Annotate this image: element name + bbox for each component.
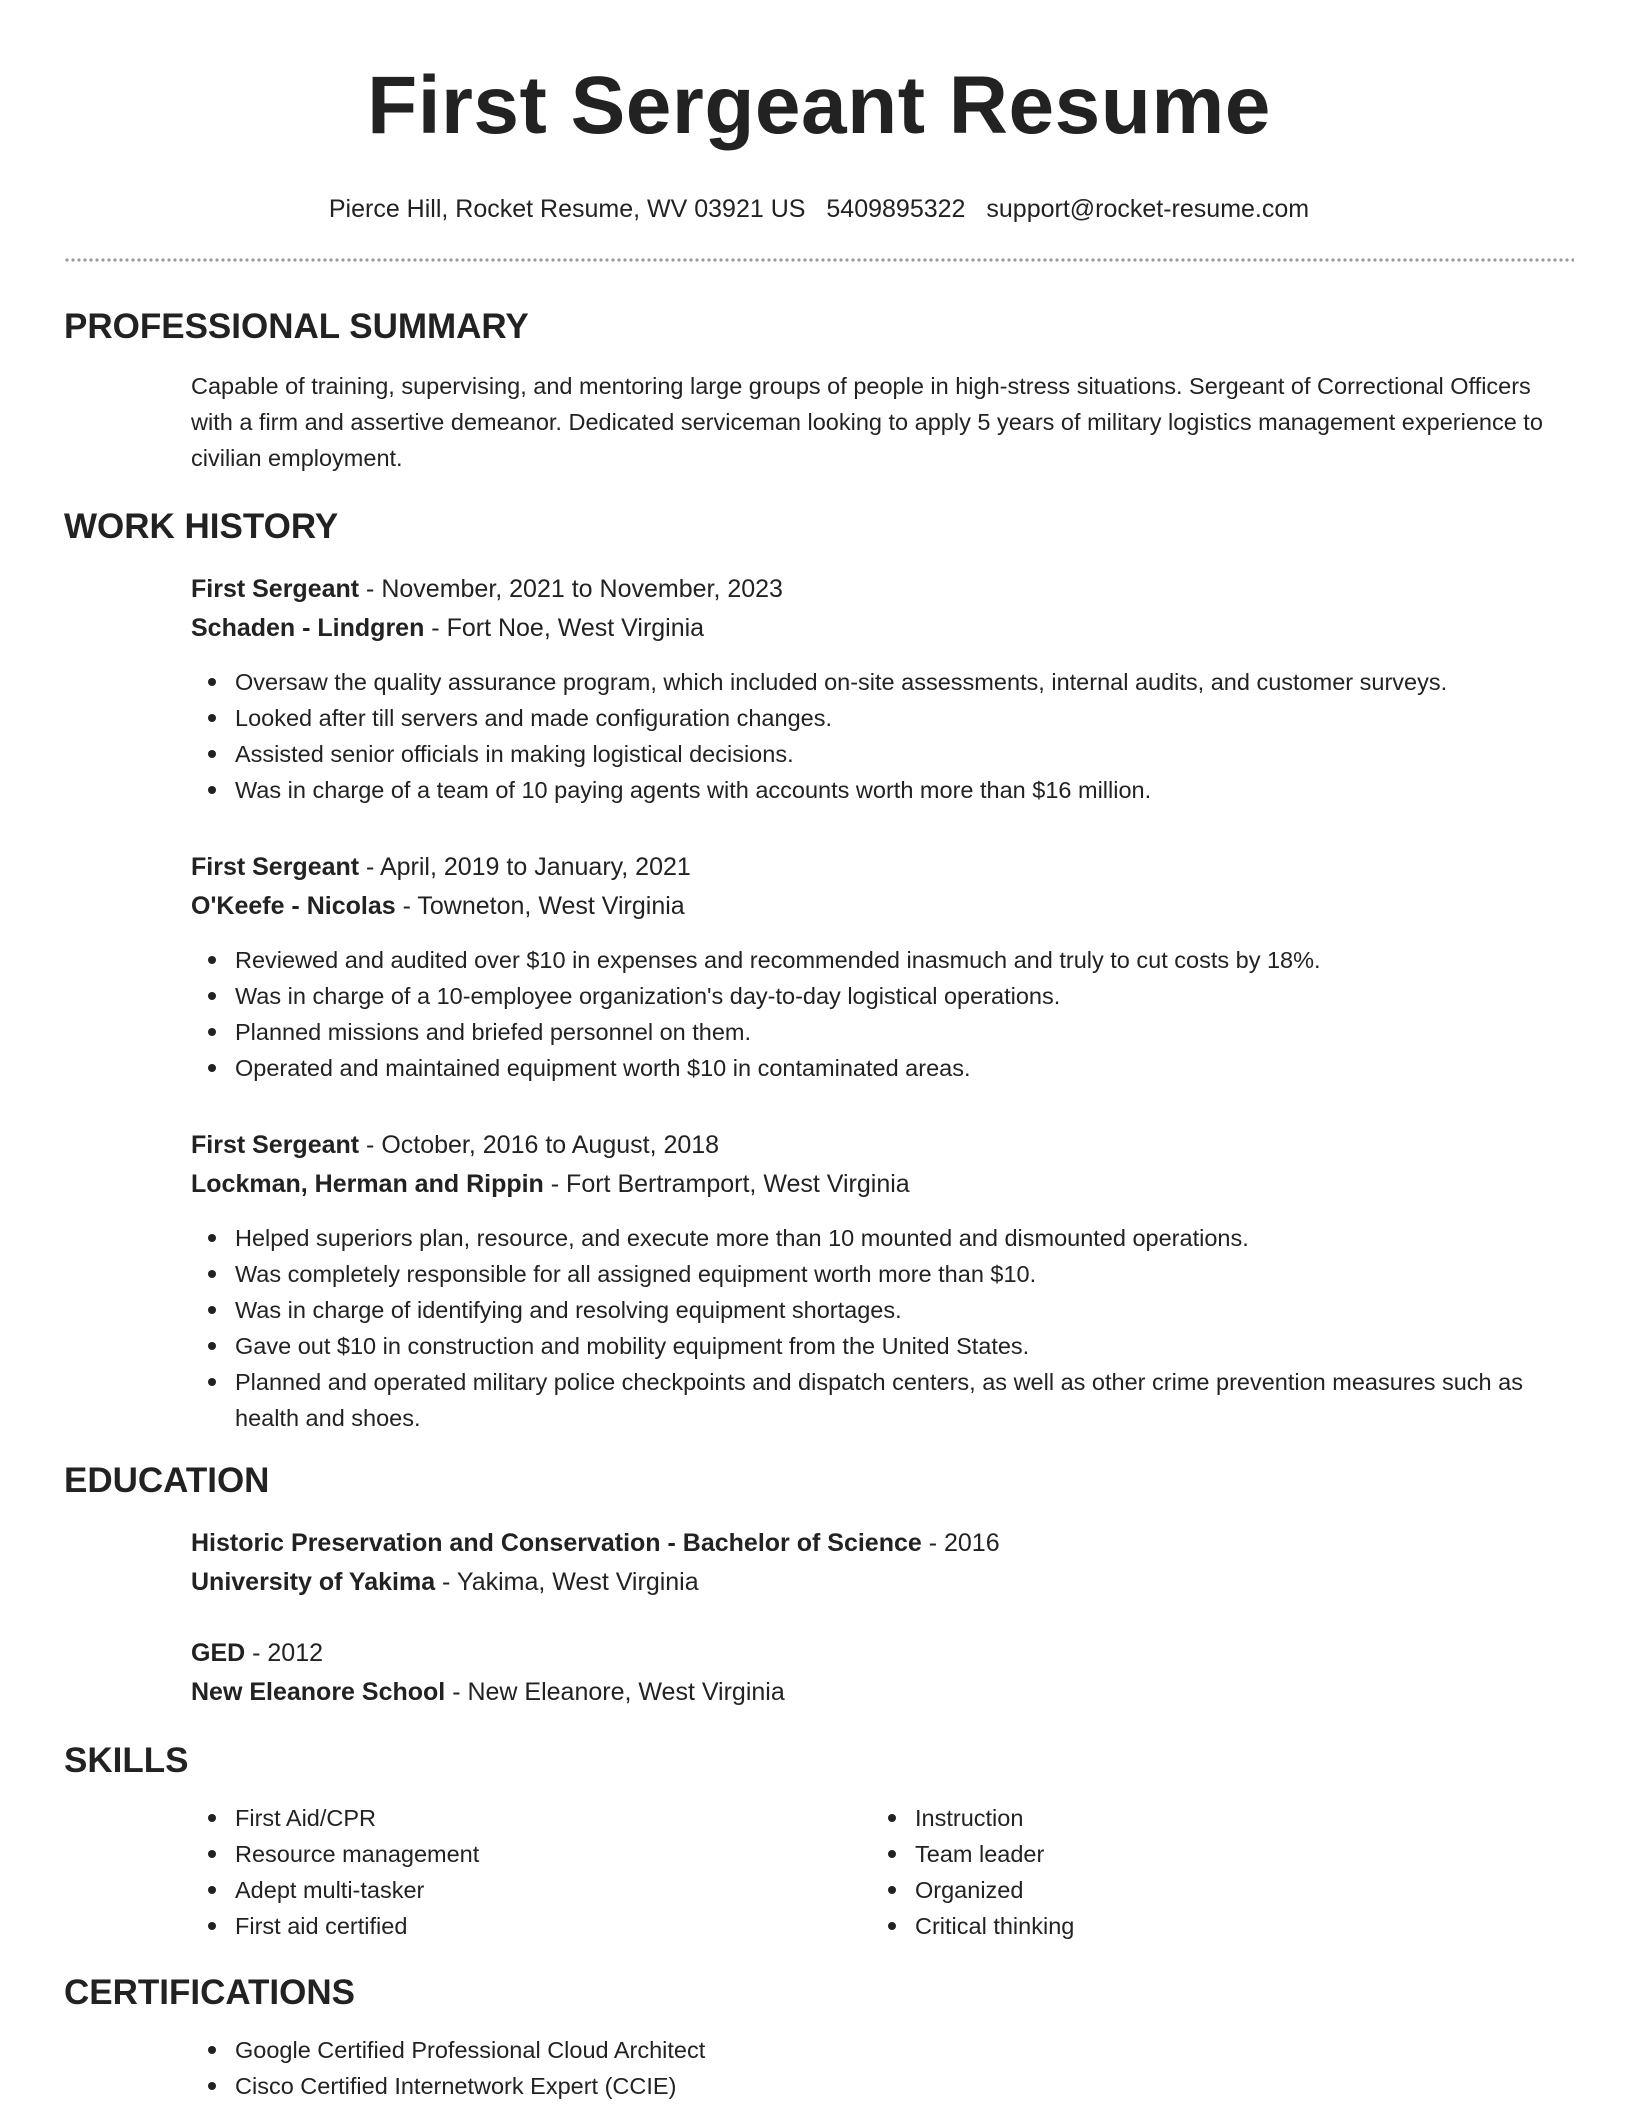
job-company: Lockman, Herman and Rippin <box>191 1170 544 1198</box>
education-school-line <box>191 1673 1574 1712</box>
certifications-heading: CERTIFICATIONS <box>64 1973 356 2012</box>
job-entry <box>191 570 1574 808</box>
list-item: Instruction <box>871 1800 1551 1836</box>
job-title-line <box>191 1126 1574 1165</box>
list-item: Assisted senior officials in making logistical decisions. <box>191 736 1574 772</box>
job-title-line <box>191 848 1574 887</box>
job-bullets <box>191 942 1574 1086</box>
education-heading: EDUCATION <box>64 1461 270 1500</box>
education-school: New Eleanore School <box>191 1678 446 1706</box>
education-entry <box>191 1634 1574 1712</box>
list-item: Looked after till servers and made configuration changes. <box>191 700 1574 736</box>
list-item: Helped superiors plan, resource, and execute more than 10 mounted and dismounted operations. <box>191 1220 1574 1256</box>
resume-page <box>64 0 1574 2104</box>
job-title-line <box>191 570 1574 609</box>
education-school-line <box>191 1563 1574 1602</box>
job-dates: - April, 2019 to January, 2021 <box>359 853 691 881</box>
job-location: - Towneton, West Virginia <box>395 892 685 920</box>
list-item: Was in charge of a team of 10 paying agents with accounts worth more than $16 million. <box>191 772 1574 808</box>
list-item: Oversaw the quality assurance program, which included on-site assessments, internal audits, and customer surveys. <box>191 664 1574 700</box>
list-item: Was in charge of a 10-employee organization's day-to-day logistical operations. <box>191 978 1574 1014</box>
skills-columns <box>191 1800 1574 1944</box>
job-entry <box>191 848 1574 1086</box>
work-history-list <box>191 570 1574 1436</box>
job-company: O'Keefe - Nicolas <box>191 892 396 920</box>
summary-heading: PROFESSIONAL SUMMARY <box>64 307 529 346</box>
job-location: - Fort Noe, West Virginia <box>424 614 705 642</box>
job-title: First Sergeant <box>191 1131 360 1159</box>
contact-line <box>64 194 1574 224</box>
education-degree: Historic Preservation and Conservation - Bachelor of Science <box>191 1529 922 1557</box>
job-company: Schaden - Lindgren <box>191 614 425 642</box>
job-company-line <box>191 1165 1574 1204</box>
list-item: Was in charge of identifying and resolving equipment shortages. <box>191 1292 1574 1328</box>
education-degree-line <box>191 1524 1574 1563</box>
education-school: University of Yakima <box>191 1568 436 1596</box>
job-bullets <box>191 664 1574 808</box>
list-item: Reviewed and audited over $10 in expenses and recommended inasmuch and truly to cut costs by 18%. <box>191 942 1574 978</box>
dotted-divider <box>64 258 1574 262</box>
page-title: First Sergeant Resume <box>367 60 1271 151</box>
list-item: Resource management <box>191 1836 871 1872</box>
education-location: - New Eleanore, West Virginia <box>445 1678 785 1706</box>
skills-right-column <box>871 1800 1551 1944</box>
education-degree-line <box>191 1634 1574 1673</box>
work-history-heading: WORK HISTORY <box>64 507 339 546</box>
job-company-line <box>191 609 1574 648</box>
list-item: Gave out $10 in construction and mobility equipment from the United States. <box>191 1328 1574 1364</box>
education-degree: GED <box>191 1639 246 1667</box>
education-location: - Yakima, West Virginia <box>435 1568 699 1596</box>
education-year: - 2012 <box>245 1639 324 1667</box>
list-item: Cisco Certified Internetwork Expert (CCIE) <box>191 2068 1574 2104</box>
list-item: Planned and operated military police checkpoints and dispatch centers, as well as other crime prevention measures such as health and shoes. <box>191 1364 1574 1436</box>
education-list <box>191 1524 1574 1712</box>
certifications-list <box>191 2032 1574 2104</box>
job-title: First Sergeant <box>191 853 360 881</box>
list-item: Organized <box>871 1872 1551 1908</box>
list-item: Operated and maintained equipment worth $10 in contaminated areas. <box>191 1050 1574 1086</box>
list-item: Was completely responsible for all assigned equipment worth more than $10. <box>191 1256 1574 1292</box>
job-dates: - November, 2021 to November, 2023 <box>359 575 783 603</box>
list-item: Google Certified Professional Cloud Architect <box>191 2032 1574 2068</box>
contact-email: support@rocket-resume.com <box>986 195 1310 223</box>
job-company-line <box>191 887 1574 926</box>
summary-text: Capable of training, supervising, and mentoring large groups of people in high-stress situations. Sergeant of Correctional Officers with a firm and assertive demeanor. Dedicated serviceman looking to apply 5 years of military logistics management experience to civilian employment. <box>191 373 1543 471</box>
education-year: - 2016 <box>921 1529 1000 1557</box>
list-item: Planned missions and briefed personnel on them. <box>191 1014 1574 1050</box>
education-entry <box>191 1524 1574 1602</box>
contact-address: Pierce Hill, Rocket Resume, WV 03921 US <box>328 195 806 223</box>
list-item: First Aid/CPR <box>191 1800 871 1836</box>
job-title: First Sergeant <box>191 575 360 603</box>
skills-heading: SKILLS <box>64 1741 189 1780</box>
job-entry <box>191 1126 1574 1436</box>
job-location: - Fort Bertramport, West Virginia <box>543 1170 910 1198</box>
list-item: Team leader <box>871 1836 1551 1872</box>
list-item: First aid certified <box>191 1908 871 1944</box>
list-item: Adept multi-tasker <box>191 1872 871 1908</box>
job-dates: - October, 2016 to August, 2018 <box>359 1131 720 1159</box>
skills-left-column <box>191 1800 871 1944</box>
list-item: Critical thinking <box>871 1908 1551 1944</box>
contact-phone: 5409895322 <box>826 195 966 223</box>
job-bullets <box>191 1220 1574 1436</box>
